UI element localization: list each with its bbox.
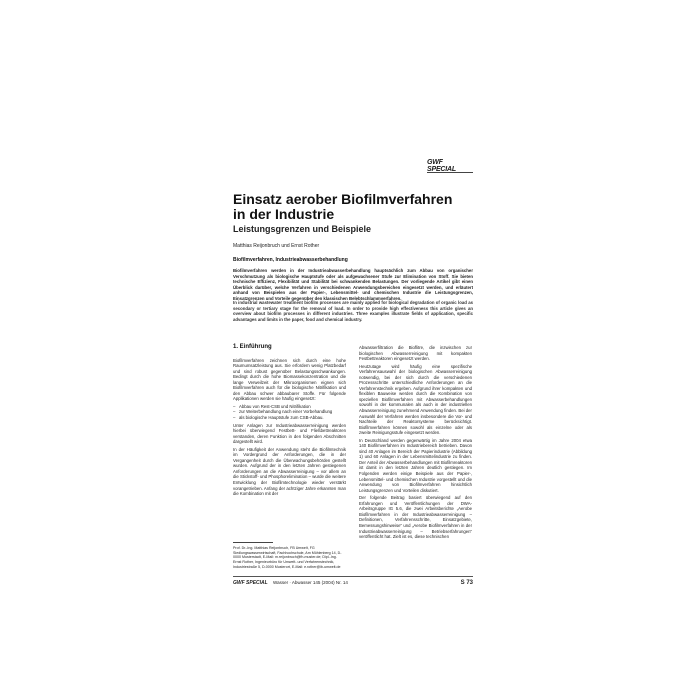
bullet-item: – Abbau von Rest-CSB und Nitrifikation [233, 404, 346, 410]
series-badge-label: GWF SPECIAL [427, 158, 456, 173]
keywords: Biofilmverfahren, Industrieabwasserbehandlung [233, 257, 348, 263]
abstract-english: In industrial wastewater treatment biofilm processes are mainly applied for biological degradation of organic load as secondary or tertiary stage for the removal of load. In order to provide high effectiveness this article gives an overview about biofilm processes in different industries. Three examples illustrate fields of application, specific advantages and limits in the paper, food and chemical industry. [233, 300, 473, 322]
article-subtitle: Leistungsgrenzen und Beispiele [233, 224, 372, 234]
page-number: S 73 [460, 580, 473, 586]
body-paragraph: Biofilmverfahren zeichnen sich durch eine hohe Raumumsatzleistung aus. Sie erfordern wenig Platzbedarf und sind robust gegenüber Belastungsschwankungen. Bedingt durch die hohe Biomassekonzentration und die lange Verweilzeit der Mikroorganismen eignen sich Biofilmverfahren auch für die biologische Nitrifikation und den Abbau schwer abbaubarer Stoffe. Für folgende Applikationen werden sie häufig eingesetzt: [233, 357, 346, 402]
series-badge [427, 160, 473, 171]
footnote-rule [233, 542, 273, 543]
journal-issue: Nr. 14 [335, 580, 348, 585]
title-line-1: Einsatz aerober Biofilmverfahren [233, 191, 453, 207]
article-title [233, 192, 473, 222]
author-footnote: Prof. Dr.-Ing. Matthias Reijonbruch, FB Umwelt, FG Siedlungswasserwirtschaft, Fachhochschule, Am Mühlenberg 14, D-0000 Musterstadt, E-Mail: m.reijonbruch@fh-muster.de; Dipl.-Ing. Ernst Rother, Ingenieurbüro für Umwelt- und Verfahrenstechnik, Industriestraße 5, D-0000 Musterort, E-Mail: e.rother@ib-umwelt.de [233, 546, 342, 569]
page-footer [233, 580, 473, 586]
body-paragraph: Unter Anlagen zur Industrieabwasserreinigung werden hierbei überwiegend Festbett- und Fließbettreaktoren verstanden, deren Funktion in den folgenden Abschnitten dargestellt wird. [233, 422, 346, 445]
body-paragraph: Der folgende Beitrag basiert überwiegend auf den Erfahrungen und Veröffentlichungen der DWA-Arbeitsgruppe IG 5.6, die zwei Arbeitsberichte „Aerobe Biofilmverfahren in der Industrieabwasserreinigung – Definitionen, Verfahrensschritte, Einsatzgebiete, Bemessungshinweise“ und „Aerobe Biofilmverfahren in der Industrieabwasserreinigung – Betriebserfahrungen“ veröffentlicht hat. Zielt ist es, diese technischen [359, 495, 472, 540]
abstract-german: Biofilmverfahren werden in der Industrieabwasserbehandlung hauptsächlich zum Abbau von organischer Verschmutzung als biologische Hauptstufe oder als aufgewachsener Stufe zur Elimination von Stoff. Sie bieten technische Effizienz, Flexibilität und Stabilität bei schwankenden Belastungen. Der vorliegende Artikel gibt einen Überblick darüber, welche Verfahren in verschiedenen Anwendungsbereichen eingesetzt werden, und erläutert anhand von Beispielen aus der Papier-, Lebensmittel- und chemischen Industrie die Leistungsgrenzen, Einsatzgrenzen und Vorteile gegenüber den klassischen Belebtschlammverfahren. [233, 268, 473, 301]
header-rule [427, 172, 473, 173]
section-heading: 1. Einführung [233, 344, 272, 350]
bullet-item: – zur Weiterbehandlung nach einer Vorbehandlung [233, 409, 346, 415]
journal-logo: GWF SPECIAL [233, 580, 268, 586]
authors: Matthias Reijonbruch und Ernst Rother [233, 243, 320, 249]
body-paragraph: Heutzutage wird häufig eine spezifische Verfahrensauswahl der biologischen Abwasserreinigung notwendig, bei der sich durch die verschiedenen Prozessschritte unterschiedliche Anforderungen an die Verfahrenstechnik ergeben. Aufgrund ihrer kompakten und flexiblen Bauweise werden durch die Kombination von speziellen Biofilmverfahren mit Abwasserbehandlungen sowohl in der kommunalen als auch in der industriellen Abwasserreinigung zunehmend Anwendung finden. Bei der Auswahl der Verfahren werden insbesondere die Vor- und Nachteile der Reaktorsysteme berücksichtigt. Biofilmverfahren können sowohl als einzelne oder als zweite Reinigungsstufe eingesetzt werden. [359, 363, 472, 436]
right-column [359, 345, 472, 542]
body-paragraph: In Deutschland werden gegenwärtig im Jahre 2004 etwa 140 Biofilmverfahren im Industriebereich betrieben. Davon sind 40 Anlagen im Bereich der Papierindustrie (Abbildung 1) und 60 Anlagen in der Lebensmittelindustrie zu finden. Der Anteil der Abwasserbehandlungen mit Biofilmreaktoren ist damit in den letzten Jahren deutlich gestiegen. Im Folgenden werden einige Beispiele aus der Papier-, Lebensmittel- und chemischen Industrie vorgestellt und die Anwendung von Biofilmverfahren hinsichtlich Leistungsgrenzen und Vorteilen diskutiert. [359, 437, 472, 493]
title-line-2: in der Industrie [233, 206, 335, 222]
body-paragraph: Abwasserfiltration die Bioflitre, die inzwischen zur biologischen Abwasserreinigung mit kompakten Festbettreaktoren eingesetzt werden. [359, 345, 472, 362]
bullet-item: – als biologische Hauptstufe zum CSB-Abbau. [233, 415, 346, 421]
left-column [233, 345, 346, 499]
body-paragraph: In der Häufigkeit der Anwendung steht die Biofilmtechnik im Vordergrund der Anforderungen, die in der Vergangenheit durch die Überwachungsbehörden gestellt wurden. Aufgrund der in den letzten Jahren gestiegenen Anforderungen an die Abwasserreinigung – vor allem an die Stickstoff- und Phosphorelimination – wurde die weitere Entwicklung der Biofilmtechnologie wieder verstärkt vorangetrieben. Anfang der achtziger Jahre erkannten man die Kombination mit der [233, 446, 346, 497]
bullet-list [233, 404, 346, 421]
journal-volume: 145 (2004) [312, 580, 335, 585]
journal-citation [233, 580, 348, 586]
footer-rule [233, 576, 473, 577]
journal-name: Wasser · Abwasser [273, 580, 312, 585]
